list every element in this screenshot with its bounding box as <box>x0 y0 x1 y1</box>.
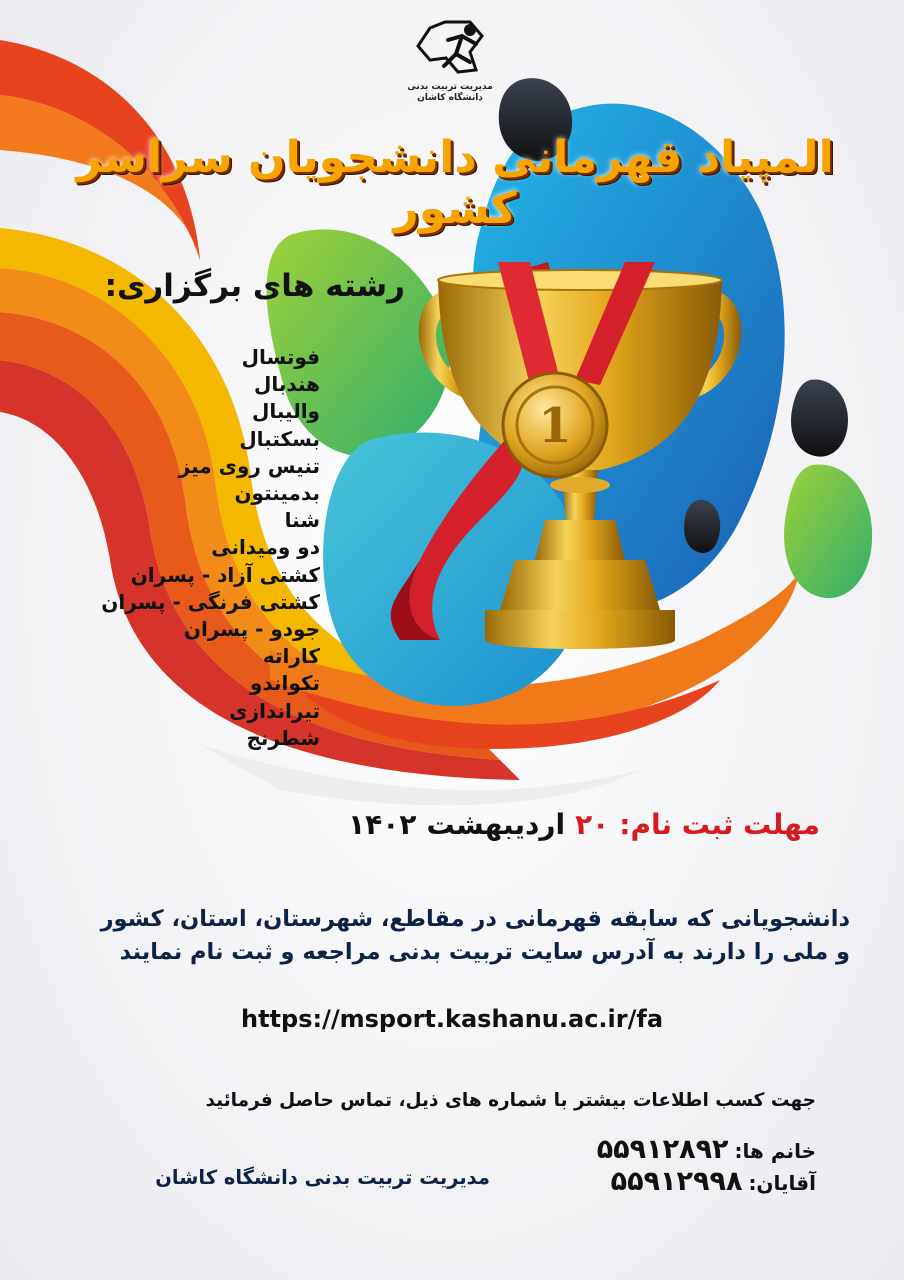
women-phone-label: خانم ها: <box>734 1139 816 1163</box>
sport-item: بدمینتون <box>234 481 320 506</box>
deadline-label: مهلت ثبت نام: <box>619 808 820 841</box>
website-link[interactable]: https://msport.kashanu.ac.ir/fa <box>240 1005 664 1033</box>
medal-number: 1 <box>538 398 572 454</box>
logo-caption-line1: مدیریت تربیت بدنی <box>407 82 493 92</box>
sport-item: کشتی آزاد - پسران <box>130 562 320 587</box>
men-phone-label: آقایان: <box>748 1171 816 1195</box>
sports-list <box>40 344 320 752</box>
sport-item: شطرنج <box>246 725 320 750</box>
eligibility-line1: دانشجویانی که سابقه قهرمانی در مقاطع، شهرستان، استان، کشور <box>100 906 850 932</box>
sport-item: والیبال <box>252 399 320 424</box>
footer-organization: مدیریت تربیت بدنی دانشگاه کاشان <box>155 1166 490 1189</box>
eligibility-text <box>40 903 850 969</box>
deadline-year: ۱۴۰۲ <box>348 808 417 841</box>
logo-caption <box>380 82 520 104</box>
sport-item: هندبال <box>254 372 320 397</box>
runner-logo-icon <box>418 22 482 72</box>
men-phone-number[interactable]: ۵۵۹۱۲۹۹۸ <box>610 1166 743 1197</box>
sport-item: کشتی فرنگی - پسران <box>101 589 320 614</box>
sport-item: فوتسال <box>241 345 320 369</box>
sport-item: تیراندازی <box>229 698 320 723</box>
deadline-day: ۲۰ <box>575 808 610 841</box>
sport-item: دو ومیدانی <box>211 535 320 560</box>
sport-item: تنیس روی میز <box>178 453 320 478</box>
page-title: المپیاد قهرمانی دانشجویان سراسر کشور <box>76 132 834 234</box>
sports-heading: رشته های برگزاری: <box>104 268 405 304</box>
deadline-month: اردیبهشت <box>426 808 566 841</box>
sport-item: شنا <box>284 508 320 533</box>
sport-item: جودو - پسران <box>183 617 320 642</box>
men-phone-row <box>440 1166 816 1197</box>
registration-deadline <box>60 808 820 841</box>
contact-intro: جهت کسب اطلاعات بیشتر با شماره های ذیل، تماس حاصل فرمائید <box>205 1090 816 1111</box>
sport-item: بسکتبال <box>239 426 320 451</box>
eligibility-line2: و ملی را دارند به آدرس سایت تربیت بدنی مراجعه و ثبت نام نمایند <box>119 939 850 965</box>
women-phone-row <box>440 1134 816 1165</box>
logo-caption-line2: دانشگاه کاشان <box>417 93 483 103</box>
sport-item: کاراته <box>262 644 320 669</box>
sport-item: تکواندو <box>249 671 320 696</box>
women-phone-number[interactable]: ۵۵۹۱۲۸۹۲ <box>596 1134 729 1165</box>
